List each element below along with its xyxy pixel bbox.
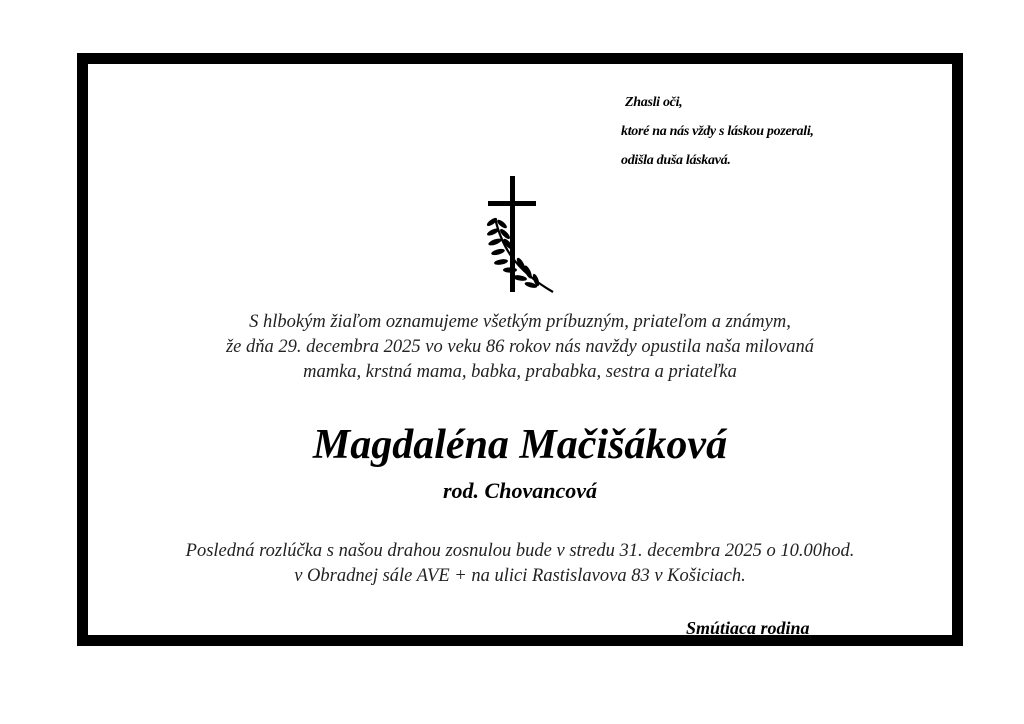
obituary-card [77, 53, 963, 646]
poem-line: ktoré na nás vždy s láskou pozerali, [621, 124, 814, 139]
farewell-line: Posledná rozlúčka s našou drahou zosnulou bude v stredu 31. decembra 2025 o 10.00hod. [185, 541, 855, 561]
announcement-line: S hlbokým žiaľom oznamujeme všetkým príbuzným, priateľom a známym, [249, 312, 791, 332]
announcement-text [88, 310, 952, 385]
cross-with-branch-icon [483, 174, 559, 294]
announcement-line: že dňa 29. decembra 2025 vo veku 86 rokov nás navždy opustila naša milovaná [225, 337, 815, 357]
family-signature: Smútiaca rodina [686, 618, 810, 638]
poem-line: odišla duša láskavá. [621, 153, 731, 168]
memorial-poem [621, 88, 814, 175]
farewell-line: v Obradnej sále AVE + na ulici Rastislavova 83 v Košiciach. [294, 566, 746, 586]
poem-line: Zhasli oči, [625, 95, 683, 110]
announcement-line: mamka, krstná mama, babka, prababka, sestra a priateľka [303, 362, 737, 382]
deceased-name: Magdaléna Mačišáková [312, 422, 728, 468]
maiden-name: rod. Chovancová [443, 478, 597, 503]
farewell-details [88, 539, 952, 589]
